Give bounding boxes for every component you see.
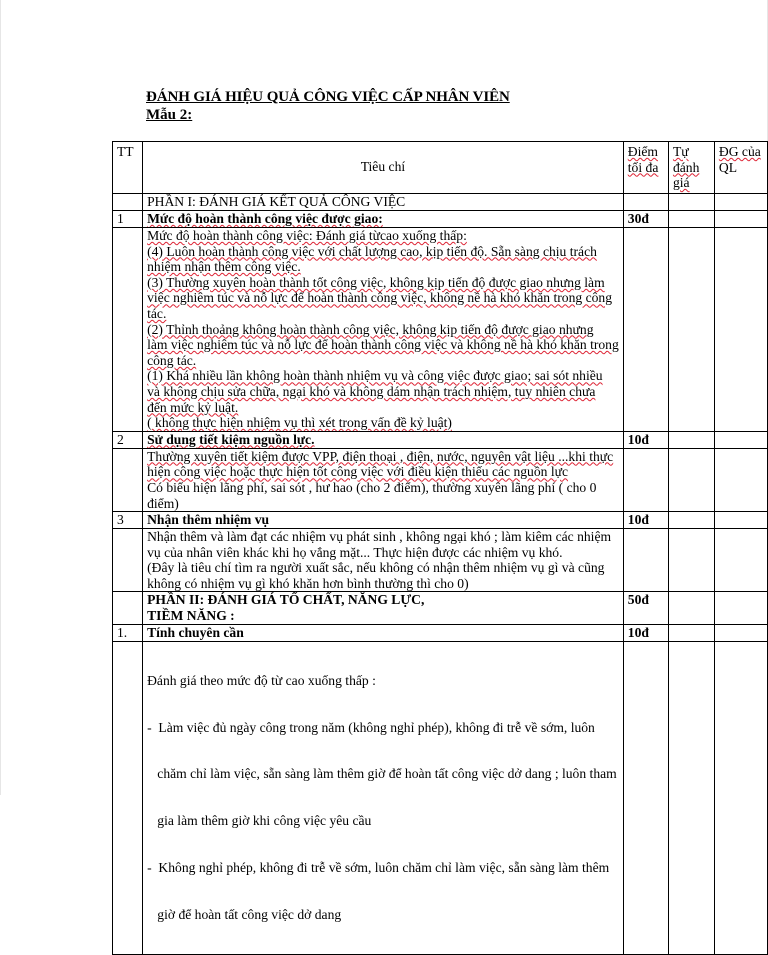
self-eval-cell[interactable] <box>668 431 714 448</box>
document-subtitle: Mẫu 2: <box>146 107 193 123</box>
item-description: Thường xuyên tiết kiệm được VPP, điện thoại , điện, nước, nguyên vật liệu ...khi thực hiện công việc hoặc thực hiện tốt công việc với điều kiện thiếu các nguồn lực Có biểu hiện lãng phí, sai sót , hư hao (cho 2 điểm), thường xuyên lãng phí ( cho 0 điểm) <box>143 448 624 511</box>
manager-eval-cell[interactable] <box>714 512 767 529</box>
document-title: ĐÁNH GIÁ HIỆU QUẢ CÔNG VIỆC CẤP NHÂN VIÊN <box>146 89 510 105</box>
item-name: Nhận thêm nhiệm vụ <box>143 512 624 529</box>
item-name: Tính chuyên cần <box>143 624 624 641</box>
item-name: Mức độ hoàn thành công việc được giao: <box>143 211 624 228</box>
manager-eval-cell[interactable] <box>714 431 767 448</box>
table-row <box>113 529 768 592</box>
item-number: 3 <box>113 512 143 529</box>
table-row <box>113 211 768 228</box>
item-name: Sử dụng tiết kiệm nguồn lực. <box>143 431 624 448</box>
item-points: 10đ <box>623 431 668 448</box>
item-points: 10đ <box>623 512 668 529</box>
item-points: 30đ <box>623 211 668 228</box>
table-row <box>113 624 768 641</box>
table-row <box>113 448 768 511</box>
table-row <box>113 641 768 954</box>
section-title: PHẦN II: ĐÁNH GIÁ TỐ CHẤT, NĂNG LỰC, TIỀM NĂNG : <box>143 592 624 624</box>
item-description: Đánh giá theo mức độ từ cao xuống thấp : - Làm việc đủ ngày công trong năm (không nghỉ phép), không đi trễ về sớm, luôn chăm chỉ làm việc, sẵn sàng làm thêm giờ để hoàn tất công việc dở dang ; luôn tham gia làm thêm giờ khi công việc yêu cầu - Không nghỉ phép, không đi trễ về sớm, luôn chăm chỉ làm việc, sẵn sàng làm thêm giờ để hoàn tất công việc dở dang <box>143 641 624 954</box>
section-title: PHẦN I: ĐÁNH GIÁ KẾT QUẢ CÔNG VIỆC <box>143 194 624 211</box>
header-row <box>113 142 768 194</box>
item-number: 1 <box>113 211 143 228</box>
table-row <box>113 512 768 529</box>
manager-eval-cell[interactable] <box>714 624 767 641</box>
manager-eval-cell[interactable] <box>714 211 767 228</box>
header-criteria: Tiêu chí <box>143 142 624 194</box>
header-tt: TT <box>113 142 143 194</box>
self-eval-cell[interactable] <box>668 624 714 641</box>
item-description: Mức độ hoàn thành công việc: Đánh giá từcao xuống thấp: (4) Luôn hoàn thành công việc với chất lượng cao, kịp tiến độ. Sẵn sàng chịu trách nhiệm nhận thêm công việc. (3) Thường xuyên hoàn thành tốt công việc, không kịp tiến độ được giao nhưng làm việc nghiêm túc và nỗ lực để hoàn thành công việc, không nề hà khó khăn trong công tác. (2) Thỉnh thoảng không hoàn thành công việc, không kịp tiến độ được giao nhưng làm việc nghiêm túc và nỗ lực để hoàn thành công việc và không nề hà khó khăn trong công tác. (1) Khá nhiều lần không hoàn thành nhiệm vụ và công việc được giao; sai sót nhiều và không chịu sửa chữa, ngại khó và không dám nhận trách nhiệm, tuy nhiên chưa đến mức kỷ luật. ( không thực hiện nhiệm vụ thì xét trong vấn đề kỷ luật) <box>143 228 624 432</box>
item-points: 10đ <box>623 624 668 641</box>
header-max-points: Điểm tối đa <box>623 142 668 194</box>
table-row <box>113 431 768 448</box>
section-row <box>113 194 768 211</box>
section-points: 50đ <box>623 592 668 624</box>
item-number: 2 <box>113 431 143 448</box>
header-self-eval: Tự đánh giá <box>668 142 714 194</box>
self-eval-cell[interactable] <box>668 512 714 529</box>
self-eval-cell[interactable] <box>668 211 714 228</box>
item-number: 1. <box>113 624 143 641</box>
header-manager-eval: ĐG của QL <box>714 142 767 194</box>
evaluation-table <box>112 141 768 955</box>
item-description: Nhận thêm và làm đạt các nhiệm vụ phát sinh , không ngại khó ; làm kiêm các nhiệm vụ của nhân viên khác khi họ vắng mặt... Thực hiện được các nhiệm vụ khó. (Đây là tiêu chí tìm ra người xuất sắc, nếu không có nhận thêm nhiệm vụ gì và cũng không có nhiệm vụ gì khó khăn hơn bình thường thì cho 0) <box>143 529 624 592</box>
section-row <box>113 592 768 624</box>
table-row <box>113 228 768 432</box>
